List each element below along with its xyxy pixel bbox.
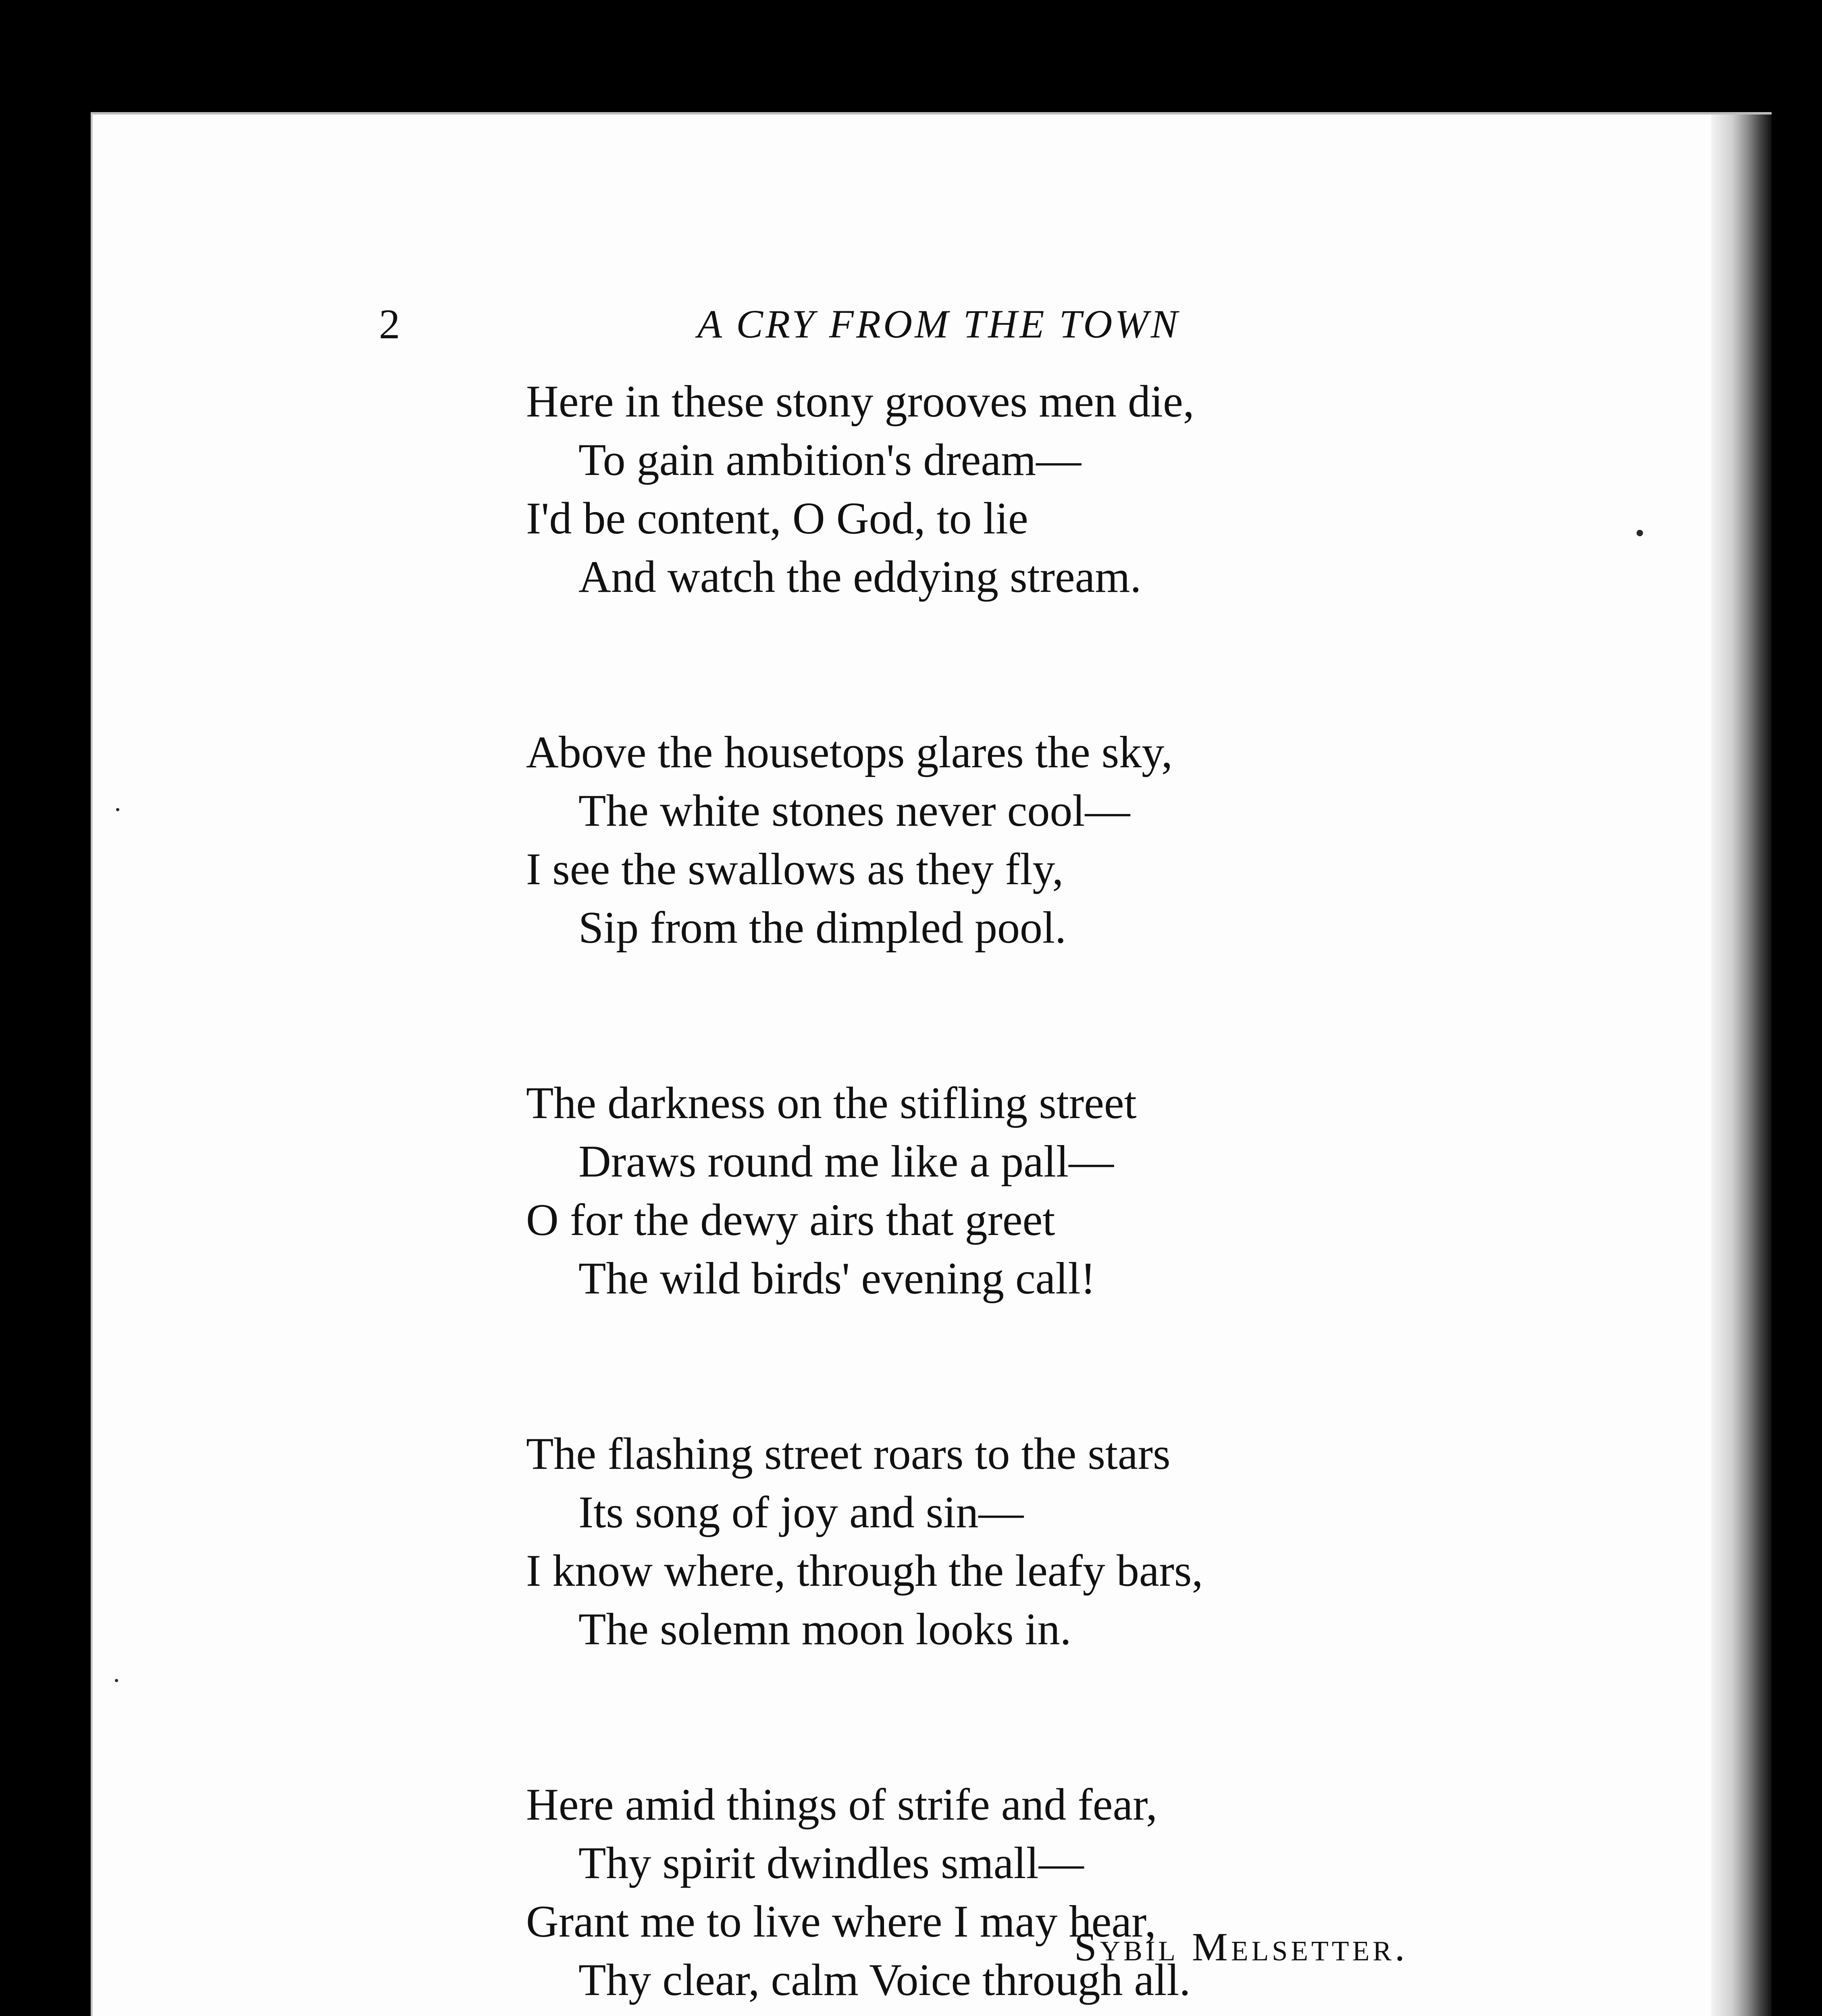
- stanza: [526, 723, 1514, 957]
- poem-line: Grant me to live where I may hear,: [526, 1897, 1156, 1947]
- poem-line: The white stones never cool—: [578, 786, 1130, 836]
- poem-line: Thy spirit dwindles small—: [578, 1838, 1084, 1888]
- poem-line: The darkness on the stifling street: [526, 1078, 1137, 1128]
- poem-line: Its song of joy and sin—: [578, 1487, 1024, 1537]
- poem-line: And watch the eddying stream.: [578, 552, 1142, 602]
- poem-line: I'd be content, O God, to lie: [526, 494, 1028, 544]
- scan-speck: [116, 808, 119, 811]
- poem-line: Here in these stony grooves men die,: [526, 377, 1194, 427]
- scan-speck: [115, 1679, 118, 1682]
- poem-line: Here amid things of strife and fear,: [526, 1780, 1158, 1830]
- poem-line: I know where, through the leafy bars,: [526, 1546, 1203, 1596]
- running-head: A CRY FROM THE TOWN: [697, 302, 1180, 346]
- scan-speck: [1637, 530, 1643, 536]
- stanza: [526, 373, 1514, 606]
- poem-line: Draws round me like a pall—: [578, 1137, 1114, 1187]
- poem-line: Thy clear, calm Voice through all.: [578, 1955, 1191, 2005]
- poem-line: The flashing street roars to the stars: [526, 1429, 1171, 1479]
- poem-line: Above the housetops glares the sky,: [526, 727, 1173, 777]
- author-signature: Sybil Melsetter.: [1074, 1924, 1408, 1969]
- book-page: [91, 112, 1772, 2016]
- poem-line: Sip from the dimpled pool.: [578, 903, 1067, 953]
- stanza: [526, 1074, 1514, 1308]
- page-spine-shadow: [1711, 115, 1772, 2016]
- page-number: 2: [379, 300, 400, 348]
- stanza: [526, 1425, 1514, 1659]
- poem-line: To gain ambition's dream—: [578, 435, 1082, 485]
- poem-line: I see the swallows as they fly,: [526, 844, 1064, 894]
- poem-line: The solemn moon looks in.: [578, 1604, 1071, 1654]
- poem-line: O for the dewy airs that greet: [526, 1195, 1055, 1245]
- poem-line: The wild birds' evening call!: [578, 1254, 1096, 1304]
- stanza: [526, 1776, 1514, 2010]
- poem-body: [526, 373, 1514, 2016]
